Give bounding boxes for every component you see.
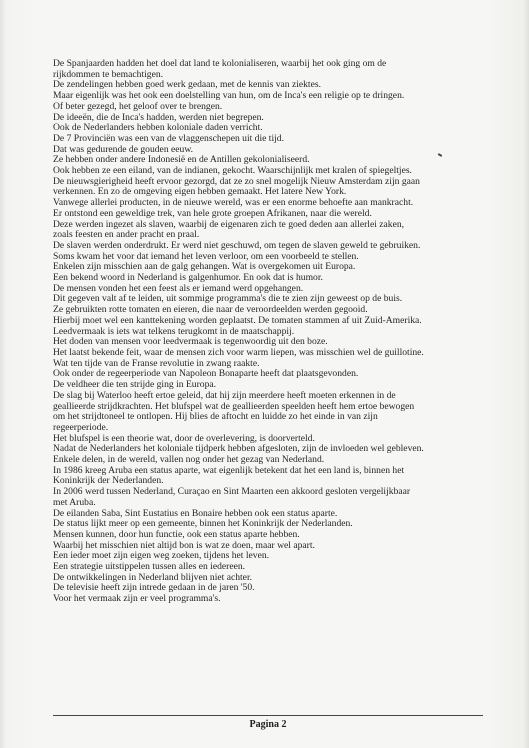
text-line: De 7 Provinciën was een van de vlaggenschepen uit die tijd. bbox=[53, 133, 284, 144]
text-line: Dat was gedurende de gouden eeuw. bbox=[53, 144, 194, 155]
text-line: rijkdommen te bemachtigen. bbox=[53, 69, 164, 80]
text-line: Voor het vermaak zijn er veel programma's. bbox=[53, 594, 221, 605]
body-text bbox=[53, 59, 483, 605]
text-line: zoals feesten en ander pracht en praal. bbox=[53, 230, 200, 241]
text-line: geallieerde strijdkrachten. Het blufspel wat de geallieerden speelden heeft hem ertoe bewogen bbox=[53, 401, 415, 412]
text-line: Ze hebben onder andere Indonesië en de Antillen gekolonialiseerd. bbox=[53, 155, 310, 166]
text-line: Deze werden ingezet als slaven, waarbij de eigenaren zich te goed deden aan allerlei zaken, bbox=[53, 219, 405, 230]
text-line: De veldheer die ten strijde ging in Europa. bbox=[53, 380, 217, 391]
text-line: Koninkrijk der Nederlanden. bbox=[53, 476, 164, 487]
text-line: De mensen vonden het een feest als er iemand werd opgehangen. bbox=[53, 283, 304, 294]
page-number: Pagina 2 bbox=[249, 719, 287, 730]
text-line: Er ontstond een geweldige trek, van hele grote groepen Afrikanen, naar die wereld. bbox=[53, 208, 372, 219]
text-line: In 1986 kreeg Aruba een status aparte, wat eigenlijk betekent dat het een land is, binnen het bbox=[53, 465, 405, 476]
text-line: De televisie heeft zijn intrede gedaan in de jaren '50. bbox=[53, 583, 255, 594]
text-line: Dit gegeven valt af te leiden, uit sommige programma's die te zien zijn geweest op de buis. bbox=[53, 294, 403, 305]
text-line: Een bekend woord in Nederland is galgenhumor. En ook dat is humor. bbox=[53, 273, 323, 284]
text-line: De slag bij Waterloo heeft ertoe geleid, dat hij zijn meerdere heeft moeten erkennen in de bbox=[53, 390, 396, 401]
page-footer bbox=[53, 715, 483, 730]
text-line: Enkelen zijn misschien aan de galg gehangen. Wat is overgekomen uit Europa. bbox=[53, 262, 356, 273]
text-line: De status lijkt meer op een gemeente, binnen het Koninkrijk der Nederlanden. bbox=[53, 519, 353, 530]
text-line: Nadat de Nederlanders het koloniale tijdperk hebben afgesloten, zijn de invloeden wel gebleven. bbox=[53, 444, 424, 455]
text-line: Maar eigenlijk was het ook een doelstelling van hun, om de Inca's een religie op te dringen. bbox=[53, 91, 405, 102]
text-line: Of beter gezegd, het geloof over te brengen. bbox=[53, 101, 223, 112]
text-line: verkennen. En zo de omgeving eigen hebben gemaakt. Het latere New York. bbox=[53, 187, 347, 198]
text-line: Het blufspel is een theorie wat, door de overlevering, is doorverteld. bbox=[53, 433, 315, 444]
text-line: Soms kwam het voor dat iemand het leven verloor, om een voorbeeld te stellen. bbox=[53, 251, 359, 262]
text-line: De zendelingen hebben goed werk gedaan, met de kennis van ziektes. bbox=[53, 80, 321, 91]
text-line: Leedvermaak is iets wat telkens terugkomt in de maatschappij. bbox=[53, 326, 295, 337]
text-line: De ideeën, die de Inca's hadden, werden niet begrepen. bbox=[53, 112, 264, 123]
text-line: Ze gebruikten rotte tomaten en eieren, die naar de veroordeelden werden gegooid. bbox=[53, 305, 368, 316]
text-line: Enkele delen, in de wereld, vallen nog onder het gezag van Nederland. bbox=[53, 455, 325, 466]
text-line: De ontwikkelingen in Nederland blijven niet achter. bbox=[53, 572, 253, 583]
text-line: De slaven werden onderdrukt. Er werd niet geschuwd, om tegen de slaven geweld te gebruiken. bbox=[53, 240, 421, 251]
text-line: met Aruba. bbox=[53, 497, 96, 508]
text-line: Het laatst bekende feit, waar de mensen zich voor warm liepen, was misschien wel de guillotine. bbox=[53, 347, 424, 358]
text-line: De Spanjaarden hadden het doel dat land te kolonialiseren, waarbij het ook ging om de bbox=[53, 59, 387, 69]
text-line: Een strategie uitstippelen tussen alles en iedereen. bbox=[53, 562, 246, 573]
text-line: Wat ten tijde van de Franse revolutie in zwang raakte. bbox=[53, 358, 260, 369]
text-line: Mensen kunnen, door hun functie, ook een status aparte hebben. bbox=[53, 529, 300, 540]
text-line: Ook onder de regeerperiode van Napoleon Bonaparte heeft dat plaatsgevonden. bbox=[53, 369, 359, 380]
text-line: Ook de Nederlanders hebben koloniale daden verricht. bbox=[53, 123, 263, 134]
text-line: Het doden van mensen voor leedvermaak is tegenwoordig uit den boze. bbox=[53, 337, 328, 348]
text-line: regeerperiode. bbox=[53, 422, 109, 433]
text-line: Ook hebben ze een eiland, van de indianen, gekocht. Waarschijnlijk met kralen of spiegeltjes. bbox=[53, 166, 412, 177]
text-line: De nieuwsgierigheid heeft ervoor gezorgd, dat ze zo snel mogelijk Nieuw Amsterdam zijn gaan bbox=[53, 176, 420, 187]
text-line: Een ieder moet zijn eigen weg zoeken, tijdens het leven. bbox=[53, 551, 270, 562]
text-line: Waarbij het misschien niet altijd bon is wat ze doen, maar wel apart. bbox=[53, 540, 315, 551]
text-line: Hierbij moet wel een kanttekening worden geplaatst. De tomaten stammen af uit Zuid-Amerika. bbox=[53, 315, 422, 326]
text-line: De eilanden Saba, Sint Eustatius en Bonaire hebben ook een status aparte. bbox=[53, 508, 338, 519]
text-line: om het strijdtoneel te ontlopen. Hij blies de aftocht en luidde zo het einde in van zijn bbox=[53, 412, 378, 423]
text-line: Vanwege allerlei producten, in de nieuwe wereld, was er een enorme behoefte aan mankracht. bbox=[53, 198, 414, 209]
text-line: In 2006 werd tussen Nederland, Curaçao en Sint Maarten een akkoord gesloten vergelijkbaar bbox=[53, 487, 411, 498]
